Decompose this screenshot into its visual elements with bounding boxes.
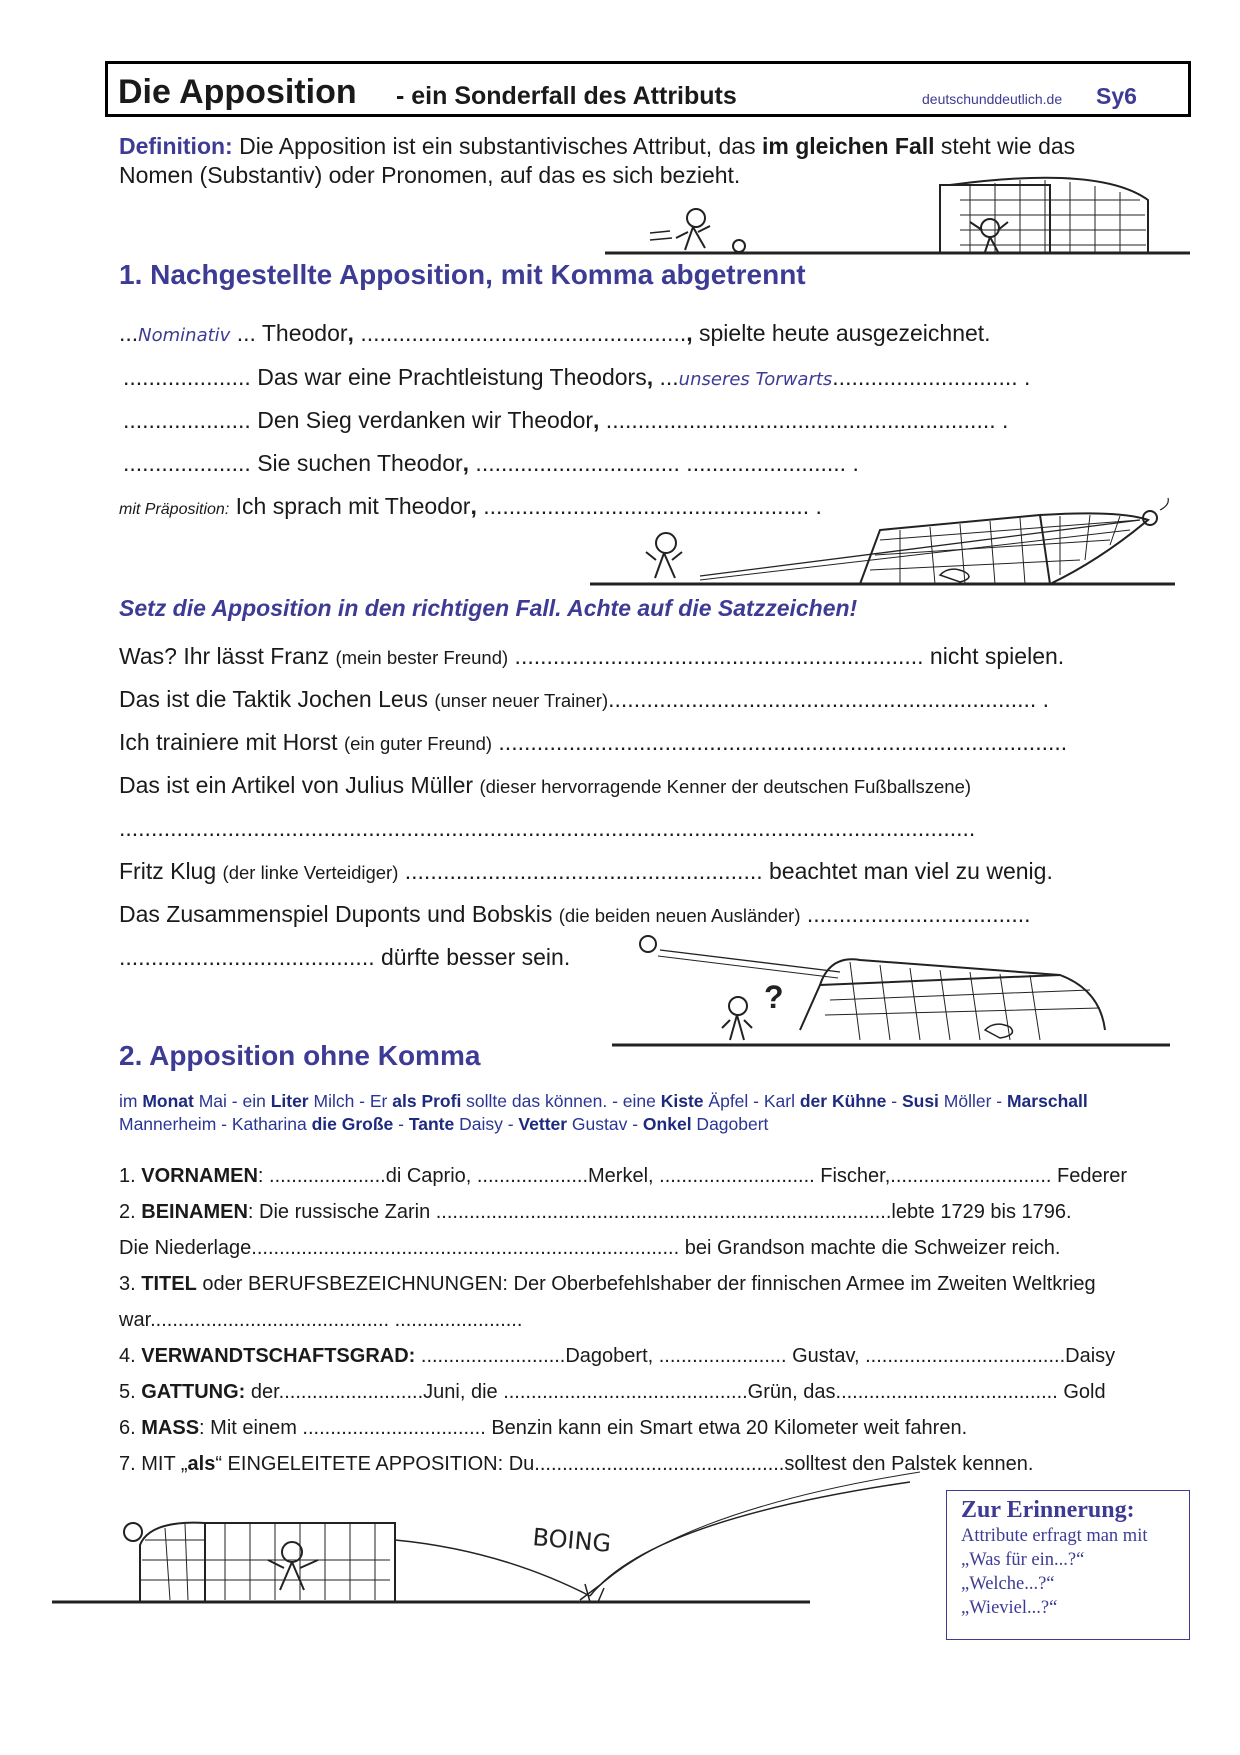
handwritten-answer: unseres Torwarts (678, 369, 833, 390)
apposition-item (119, 1345, 1115, 1368)
row-text: Was? Ihr lässt Franz (119, 643, 336, 669)
section2-heading: 2. Apposition ohne Komma (119, 1040, 481, 1071)
word-list-keyword: Tante (408, 1114, 455, 1134)
exercise1-row-2 (123, 364, 1030, 391)
apposition-item (119, 1237, 1060, 1260)
apposition-item (119, 1381, 1106, 1404)
definition-label: Definition: (119, 133, 233, 159)
blank-line: ...................................................................................................................................... (119, 815, 976, 841)
reminder-line: Attribute erfragt man mit (961, 1526, 1148, 1546)
blank-line: ................................ ......................... . (469, 450, 859, 476)
word-list-text: sollte das können. - eine (461, 1091, 661, 1111)
apposition-item (119, 1453, 1033, 1476)
comma: , (347, 320, 354, 346)
handwritten-answer: Nominativ (138, 325, 231, 346)
row-text: Ich trainiere mit Horst (119, 729, 344, 755)
row-text: ... Theodor (230, 320, 348, 346)
reminder-line: „Wieviel...?“ (961, 1598, 1058, 1618)
worksheet-code: Sy6 (1096, 83, 1137, 109)
word-list-keyword: Onkel (642, 1114, 692, 1134)
row-text: ... (653, 364, 679, 390)
item-text: ..........................Dagobert, ....................... Gustav, ....................................Daisy (415, 1345, 1116, 1367)
row-text: Das war eine Prachtleistung Theodors (250, 364, 647, 390)
definition-line-1 (119, 133, 1075, 160)
row-text: Sie suchen Theodor (250, 450, 463, 476)
comma: , (646, 364, 654, 390)
reminder-box (946, 1490, 1190, 1640)
word-list-keyword: Susi (901, 1091, 939, 1111)
soccer-goal-illustration-3 (612, 936, 1170, 1045)
item-label: VERWANDTSCHAFTSGRAD: (141, 1345, 416, 1367)
word-list-text: im (119, 1091, 143, 1111)
item-text: Die Niederlage............................................................................. bei Grandson machte die Schweizer reich. (119, 1237, 1061, 1259)
task-row-6 (119, 858, 1053, 885)
item-number: 7. MIT „ (119, 1453, 188, 1475)
row-hint: (mein bester Freund) (335, 647, 509, 668)
word-list-keyword: Vetter (518, 1114, 568, 1134)
item-label: GATTUNG: (141, 1381, 246, 1403)
exercise1-row-1 (119, 320, 991, 347)
item-text: war........................................... ....................... (119, 1309, 523, 1331)
item-text: : Mit einem ................................. Benzin kann ein Smart etwa 20 Kilometer weit fahren. (199, 1417, 968, 1439)
word-list-text: Milch - Er (308, 1091, 393, 1111)
row-text-end: ......................................................................................... (492, 729, 1068, 755)
item-text: : Die russische Zarin ..................................................................................lebte 1729 bis 1796. (247, 1201, 1072, 1223)
item-number: 6. (119, 1417, 142, 1439)
word-list (119, 1090, 1179, 1136)
item-text: : .....................di Caprio, ....................Merkel, ............................ Fischer,............................. Federer (257, 1165, 1128, 1187)
exercise1-row-5 (119, 493, 822, 520)
row-prefix: mit Präposition: (119, 501, 230, 518)
item-number: 4. (119, 1345, 142, 1367)
row-text: ........................................ dürfte besser sein. (119, 944, 571, 970)
word-list-text: Dagobert (691, 1114, 769, 1134)
row-text: Fritz Klug (119, 858, 223, 884)
blank-line: ............................................................. . (599, 407, 1009, 433)
item-number: 1. (119, 1165, 142, 1187)
word-list-keyword: Liter (270, 1091, 309, 1111)
word-list-keyword: die Große (311, 1114, 394, 1134)
definition-text: Die Apposition ist ein substantivisches Attribut, das (232, 133, 762, 159)
item-number: 3. (119, 1273, 142, 1295)
task-row-1 (119, 643, 1064, 670)
exercise1-row-3 (123, 407, 1008, 434)
word-list-text: Mai - ein (193, 1091, 271, 1111)
question-mark: ? (764, 979, 784, 1015)
definition-text-end: steht wie das (934, 133, 1076, 159)
item-label: TITEL (141, 1273, 197, 1295)
item-number: 5. (119, 1381, 142, 1403)
reminder-line: „Was für ein...?“ (961, 1550, 1085, 1570)
row-hint: (dieser hervorragende Kenner der deutschen Fußballszene) (479, 776, 972, 797)
apposition-item (119, 1309, 522, 1332)
row-text: Das ist ein Artikel von Julius Müller (119, 772, 480, 798)
comma: , (686, 320, 693, 346)
blank-line: ................................................... . (476, 493, 822, 519)
task-row-7 (119, 901, 1031, 928)
word-list-text: - (393, 1114, 409, 1134)
apposition-item (119, 1165, 1127, 1188)
reminder-title: Zur Erinnerung: (961, 1497, 1135, 1523)
apposition-item (119, 1273, 1096, 1296)
soccer-goal-illustration-1 (605, 178, 1190, 253)
row-hint: (unser neuer Trainer) (434, 690, 609, 711)
exercise1-row-4 (123, 450, 859, 477)
word-list-keyword: Marschall (1006, 1091, 1088, 1111)
row-text: Den Sieg verdanken wir Theodor (250, 407, 594, 433)
task-row-3 (119, 729, 1067, 756)
page-subtitle: - ein Sonderfall des Attributs (396, 82, 737, 110)
word-list-text: Daisy - (454, 1114, 519, 1134)
row-text-end: spielte heute ausgezeichnet. (692, 320, 991, 346)
word-list-text: Möller - (938, 1091, 1007, 1111)
word-list-text: - (886, 1091, 902, 1111)
site-name: deutschunddeutlich.de (922, 91, 1063, 107)
row-prefix: .................... (123, 364, 251, 390)
row-text: Das ist die Taktik Jochen Leus (119, 686, 435, 712)
task-row-2 (119, 686, 1049, 713)
item-label: als (187, 1453, 216, 1475)
row-hint: (ein guter Freund) (343, 733, 493, 754)
item-text: oder BERUFSBEZEICHNUNGEN: Der Oberbefehlshaber der finnischen Armee im Zweiten Weltkrieg (196, 1273, 1096, 1295)
comma: , (593, 407, 600, 433)
soccer-goal-illustration-4 (52, 1472, 920, 1602)
row-prefix: ... (119, 320, 139, 346)
item-label: VORNAMEN (141, 1165, 258, 1187)
section1-heading: 1. Nachgestellte Apposition, mit Komma abgetrennt (119, 259, 806, 290)
row-prefix: .................... (123, 407, 251, 433)
row-text-end: ................................................................... . (608, 686, 1050, 712)
apposition-item (119, 1201, 1072, 1224)
apposition-item (119, 1417, 967, 1440)
row-prefix: .................... (123, 450, 251, 476)
word-list-keyword: als Profi (392, 1091, 462, 1111)
page-title: Die Apposition (118, 73, 357, 111)
item-number: 2. (119, 1201, 142, 1223)
comma: , (470, 493, 477, 519)
row-text-end: ................................................................ nicht spielen. (508, 643, 1065, 669)
row-text: Ich sprach mit Theodor (229, 493, 471, 519)
item-label: MASS (141, 1417, 200, 1439)
task-title: Setz die Apposition in den richtigen Fall. Achte auf die Satzzeichen! (119, 595, 858, 621)
word-list-text: Äpfel - Karl (703, 1091, 800, 1111)
task-row-8 (119, 944, 570, 971)
reminder-line: „Welche...?“ (961, 1574, 1055, 1594)
word-list-keyword: Kiste (660, 1091, 704, 1111)
item-text: “ EINGELEITETE APPOSITION: Du.............................................solltest den Palstek kennen. (215, 1453, 1034, 1475)
word-list-text: Mannerheim - Katharina (119, 1114, 312, 1134)
row-text-end: ............................. . (832, 364, 1031, 390)
boing-text: BOING (531, 1523, 613, 1558)
item-text: der..........................Juni, die ............................................Grün, das........................................ Gold (245, 1381, 1106, 1403)
item-label: BEINAMEN (141, 1201, 248, 1223)
word-list-keyword: der Kühne (799, 1091, 887, 1111)
comma: , (462, 450, 470, 476)
row-hint: (die beiden neuen Ausländer) (558, 905, 801, 926)
blank-line: ................................................... (353, 320, 687, 346)
definition-bold: im gleichen Fall (761, 133, 935, 159)
row-text: Das Zusammenspiel Duponts und Bobskis (119, 901, 559, 927)
word-list-text: Gustav - (567, 1114, 643, 1134)
row-text-end: ................................... (800, 901, 1031, 927)
definition-line-2: Nomen (Substantiv) oder Pronomen, auf das es sich bezieht. (119, 162, 741, 188)
row-hint: (der linke Verteidiger) (222, 862, 399, 883)
row-text-end: ........................................................ beachtet man viel zu wenig. (398, 858, 1053, 884)
task-row-5 (119, 815, 975, 842)
word-list-keyword: Monat (142, 1091, 194, 1111)
task-row-4 (119, 772, 971, 799)
